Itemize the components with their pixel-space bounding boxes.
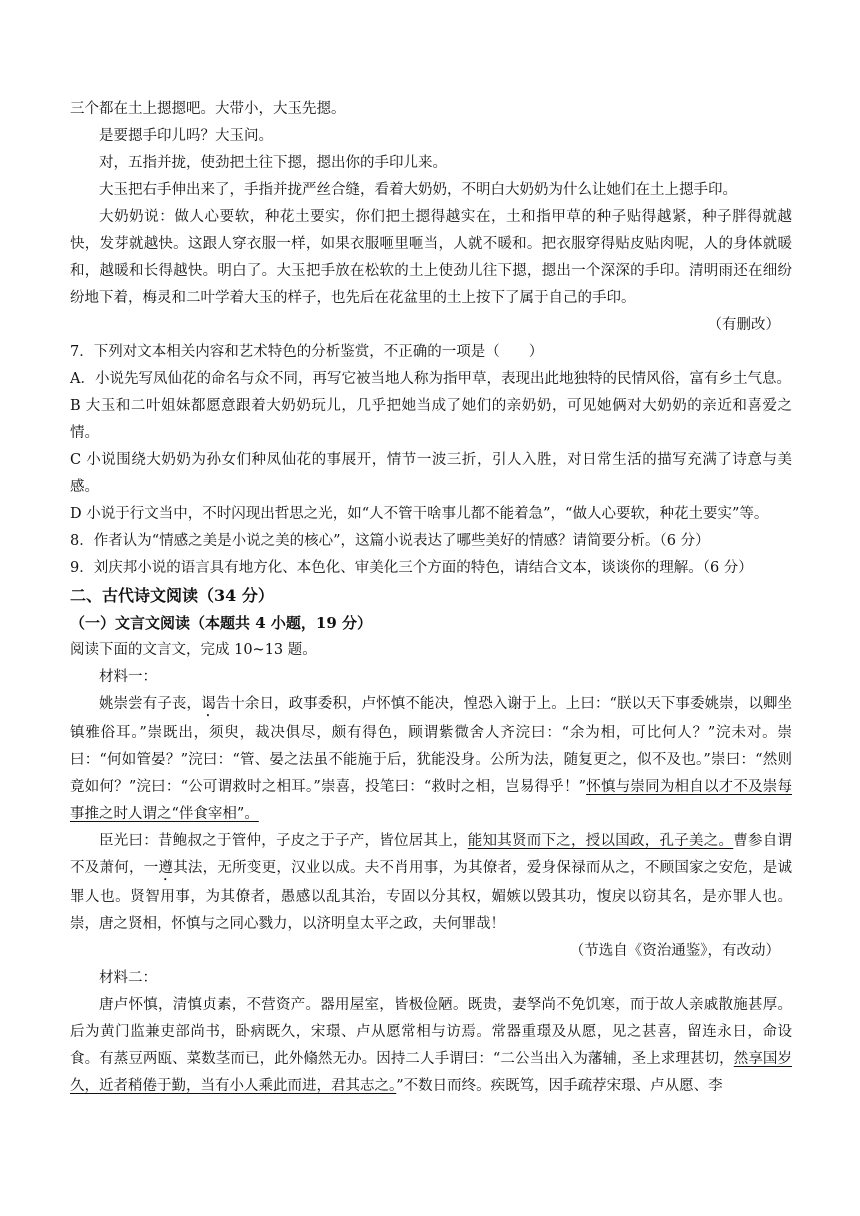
material-1-paragraph-2	[70, 828, 792, 938]
text-segment: 曹参自谓不及萧何，一	[70, 833, 792, 876]
underlined-sentence: 然享国岁久，近者稍倦于勤，当有小人乘此而进，君其志之。	[70, 1051, 792, 1094]
story-paragraph-2: 是要摁手印儿吗？大玉问。	[99, 128, 273, 144]
material-2-paragraph-1	[70, 992, 792, 1100]
story-paragraph-1: 三个都在土上摁摁吧。大带小，大玉先摁。	[70, 101, 346, 117]
material-1-label: 材料一：	[99, 669, 157, 685]
text-segment: 唐卢怀慎，清慎贞素，不营资产。器用屋室，皆极俭陋。既贵，妻孥尚不免饥寒，而于故人亲戚散施甚厚。后为黄门监兼吏部尚书，卧病既久，宋璟、卢从愿常相与访焉。常器重璟及从愿，见之甚喜，留连永日，命设食。有蒸豆两瓯、菜数茎而已，此外翛然无办。因持二人手谓曰：“二公当出入为藩辅，圣上求理甚切，	[70, 997, 792, 1067]
dotted-character: 遵	[158, 860, 174, 876]
dotted-character: 谒	[201, 696, 216, 712]
question-9: 9．刘庆邦小说的语言具有地方化、本色化、审美化三个方面的特色，请结合文本，谈谈你的理解。（6 分）	[70, 560, 753, 576]
underlined-sentence: 怀慎与崇同为相自以才不及崇每事推之时人谓之“伴食宰相”。	[70, 779, 793, 822]
material-1-source: （节选自《资治通鉴》，有改动）	[569, 943, 780, 959]
question-7: 7．下列对文本相关内容和艺术特色的分析鉴赏，不正确的一项是（ ）	[70, 344, 544, 360]
question-8: 8．作者认为“情感之美是小说之美的核心”，这篇小说表达了哪些美好的情感？请简要分析。（6 分）	[70, 533, 710, 549]
text-segment: 告十余日，政事委积，卢怀慎不能决，惶恐入谢于上。上曰：“朕以天下事委姚崇，以卿坐镇雅俗耳。”崇既出，须臾，裁决俱尽，颇有得色，顾谓紫微舍人齐浣曰：“余为相，可比何人？”浣未对。崇曰：“何如管晏？”浣曰：“管、晏之法虽不能施于后，犹能没身。公所为法，随复更之，似不及也。”崇曰：“然则竟如何？”浣曰：“公可谓救时之相耳。”崇喜，投笔曰：“救时之相，岂易得乎！”	[70, 696, 792, 795]
text-segment: 其法，无所变更，汉业以成。夫不肖用事，为其僚者，爱身保禄而从之，不顾国家之安危，是诚罪人也。贤智用事，为其僚者，愚感以乱其治，专固以分其权，媚嫉以毁其功，愎戾以窃其名，是亦罪人也。崇，唐之贤相，怀慎与之同心戮力，以济明皇太平之政，夫何罪哉！	[70, 860, 793, 932]
story-source-note: （有删改）	[707, 317, 780, 333]
question-7-option-a: A．小说先写凤仙花的命名与众不同，再写它被当地人称为指甲草，表现出此地独特的民情风俗，富有乡土气息。	[70, 371, 791, 387]
text-segment: 姚崇尝有子丧，	[99, 696, 202, 712]
underlined-sentence: 能知其贤而下之，授以国政，孔子美之。	[467, 833, 734, 849]
story-paragraph-4: 大玉把右手伸出来了，手指并拢严丝合缝，看着大奶奶，不明白大奶奶为什么让她们在土上摁手印。	[99, 182, 737, 198]
section-title: 二、古代诗文阅读（34 分）	[70, 586, 274, 605]
text-segment: ”不数日而终。疾既笃，因手疏荐宋璟、卢从愿、李	[396, 1078, 723, 1094]
question-7-option-c: C 小说围绕大奶奶为孙女们种凤仙花的事展开，情节一波三折，引人入胜，对日常生活的描写充满了诗意与美感。	[70, 452, 792, 495]
material-1-paragraph-1	[70, 691, 792, 828]
story-paragraph-5: 大奶奶说：做人心要软，种花土要实，你们把土摁得越实在，土和指甲草的种子贴得越紧，种子胖得就越快，发芽就越快。这跟人穿衣服一样，如果衣服咂里咂当，人就不暖和。把衣服穿得贴皮贴肉呢，人的身体就暖和，越暖和长得越快。明白了。大玉把手放在松软的土上使劲儿往下摁，摁出一个深深的手印。清明雨还在细纷纷地下着，梅灵和二叶学着大玉的样子，也先后在花盆里的土上按下了属于自己的手印。	[70, 209, 792, 306]
story-paragraph-3: 对，五指并拢，使劲把土往下摁，摁出你的手印儿来。	[99, 155, 447, 171]
material-2-label: 材料二：	[99, 970, 157, 986]
reading-intro: 阅读下面的文言文，完成 10~13 题。	[70, 642, 317, 658]
text-segment: 臣光曰：昔鲍叔之于管仲，子皮之于子产，皆位居其上，	[99, 833, 468, 849]
question-7-option-d: D 小说于行文当中，不时闪现出哲思之光，如“人不管干啥事儿都不能着急”，“做人心要软，种花土要实”等。	[70, 506, 769, 522]
question-7-option-b: B 大玉和二叶姐妹都愿意跟着大奶奶玩儿，几乎把她当成了她们的亲奶奶，可见她俩对大奶奶的亲近和喜爱之情。	[70, 398, 792, 441]
subsection-title: （一）文言文阅读（本题共 4 小题，19 分）	[70, 614, 372, 632]
